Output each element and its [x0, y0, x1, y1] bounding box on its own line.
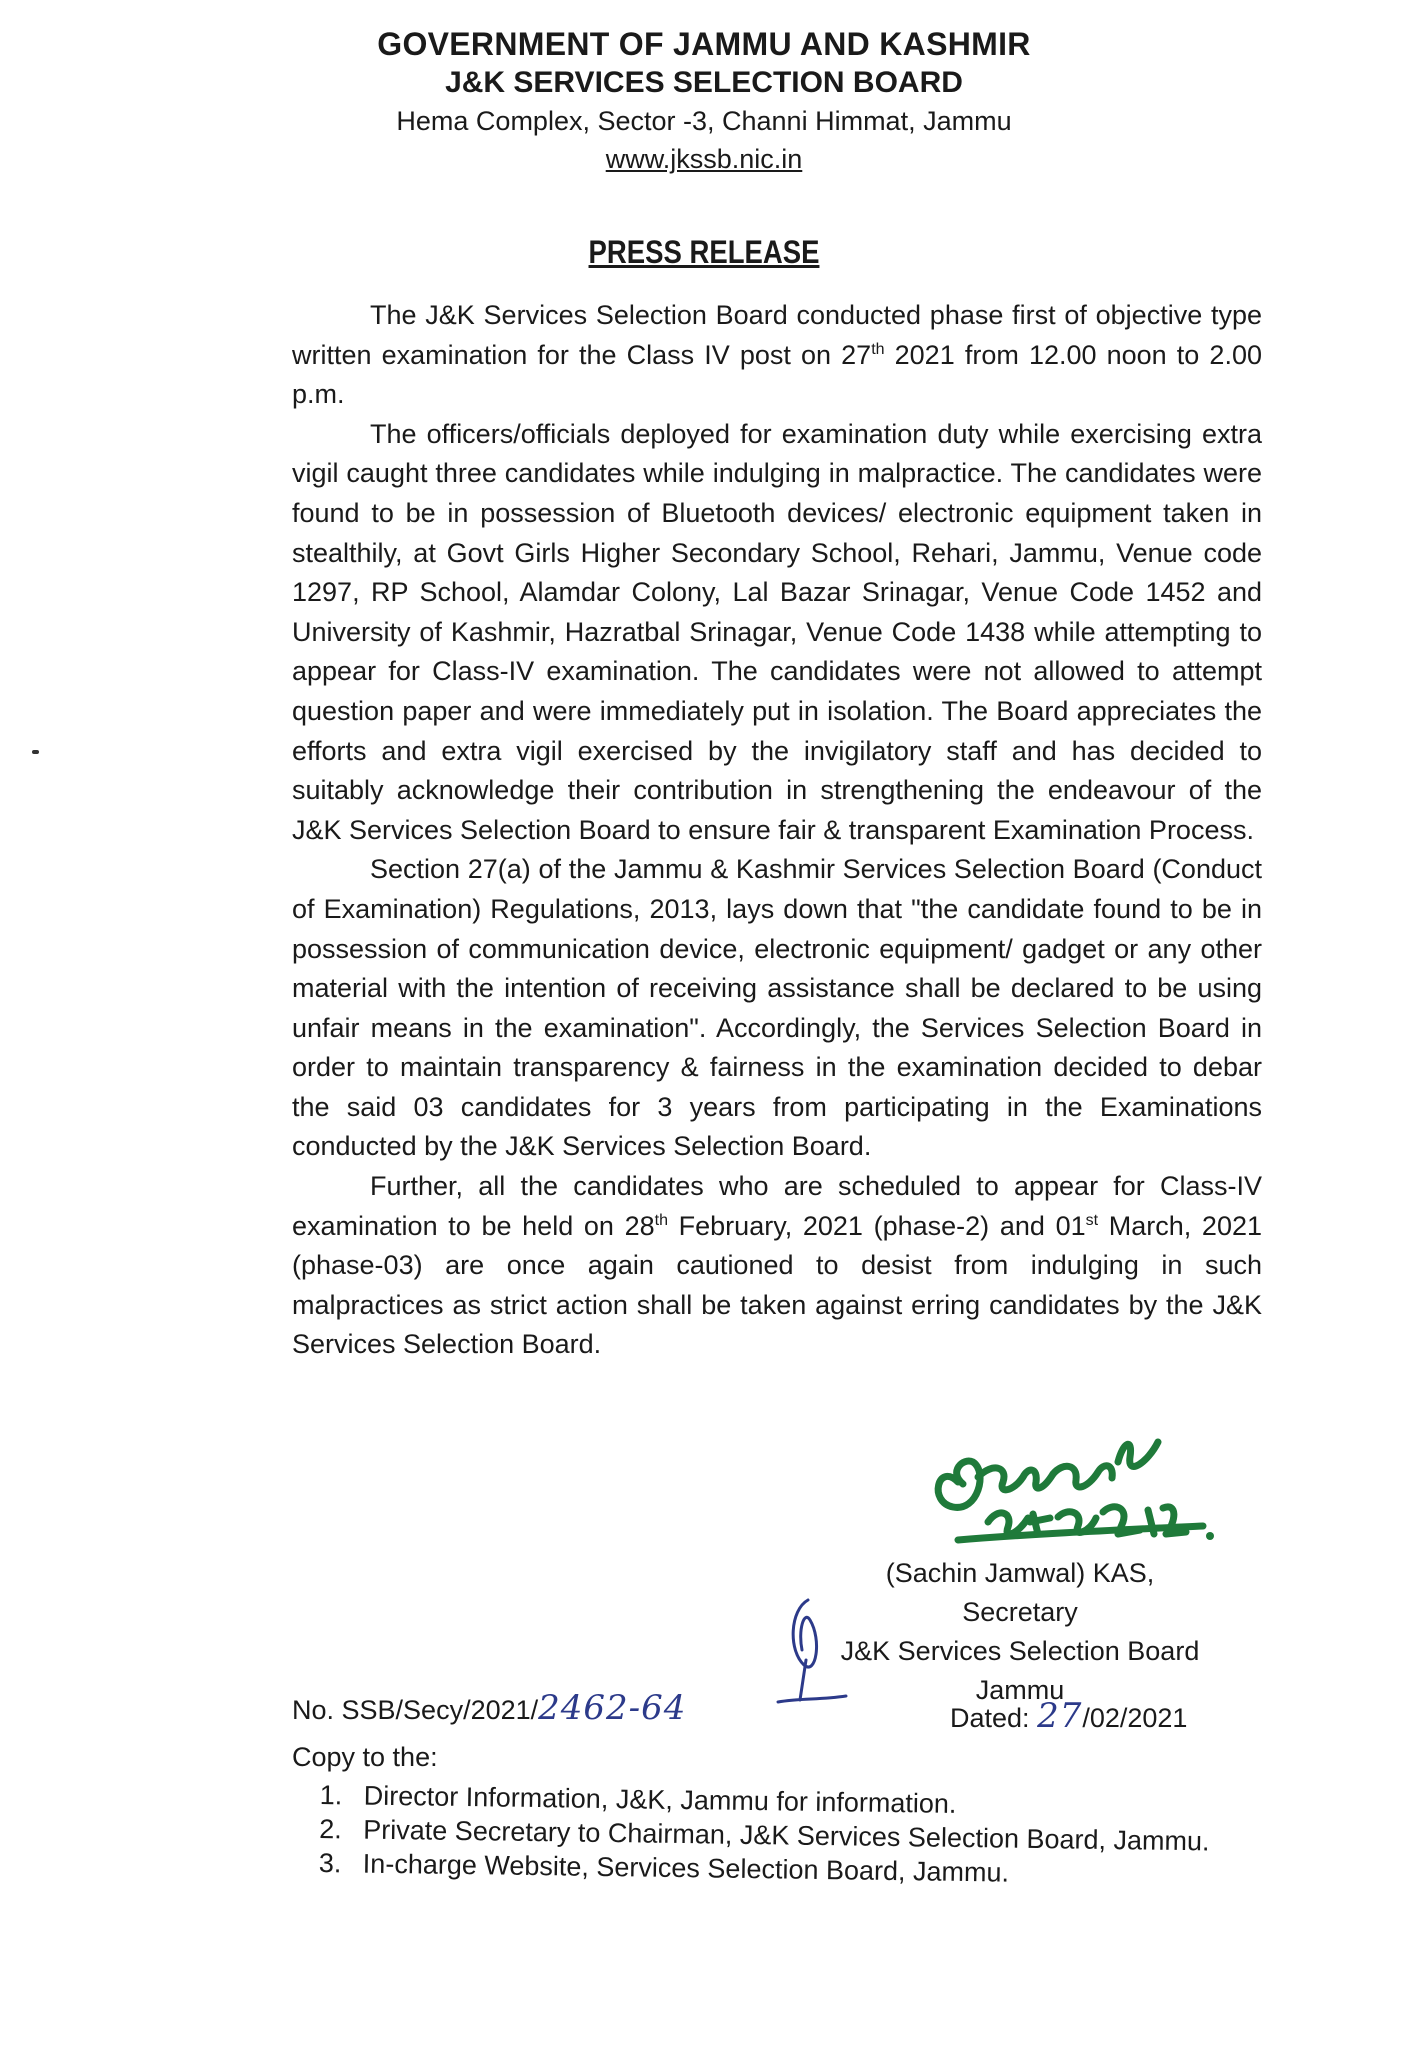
paragraph-4-text-c: March, 2021 (phase-03) are once again cautioned to desist from indulging in such malpractices as strict action shall be taken against erring candidates by the J&K Services Selection Board. — [292, 1210, 1262, 1360]
press-release-body — [292, 296, 1262, 1365]
signature-icon — [918, 1422, 1218, 1562]
list-item-number: 1. — [319, 1779, 343, 1811]
signatory-designation: Secretary — [962, 1597, 1078, 1627]
board-website-link[interactable]: www.jkssb.nic.in — [605, 144, 803, 174]
paragraph-2: The officers/officials deployed for examination duty while exercising extra vigil caught three candidates while indulging in malpractice. The candidates were found to be in possession of Bluetooth devices/ electronic equipment taken in stealthily, at Govt Girls Higher Secondary School, Rehari, Jammu, Venue code 1297, RP School, Alamdar Colony, Lal Bazar Srinagar, Venue Code 1452 and University of Kashmir, Hazratbal Srinagar, Venue Code 1438 while attempting to appear for Class-IV examination. The candidates were not allowed to attempt question paper and were immediately put in isolation. The Board appreciates the efforts and extra vigil exercised by the invigilatory staff and has decided to suitably acknowledge their contribution in strengthening the endeavour of the J&K Services Selection Board to ensure fair & transparent Examination Process. — [292, 418, 1262, 845]
scan-speck — [32, 750, 39, 754]
signatory-block — [800, 1554, 1240, 1710]
signatory-city: Jammu — [975, 1675, 1065, 1705]
signatory-office: J&K Services Selection Board — [840, 1636, 1200, 1666]
board-address: Hema Complex, Sector -3, Channi Himmat, Jammu — [396, 106, 1012, 136]
paragraph-3: Section 27(a) of the Jammu & Kashmir Services Selection Board (Conduct of Examination) Regulations, 2013, lays down that "the candidate found to be in possession of communication device, electronic equipment/ gadget or any other material with the intention of receiving assistance shall be declared to be using unfair means in the examination". Accordingly, the Services Selection Board in order to maintain transparency & fairness in the examination decided to debar the said 03 candidates for 3 years from participating in the Examinations conducted by the J&K Services Selection Board. — [292, 854, 1262, 1162]
list-item-text: In-charge Website, Services Selection Board, Jammu. — [362, 1848, 1010, 1888]
dated-line — [950, 1696, 1187, 1736]
copy-to-label: Copy to the: — [292, 1742, 438, 1772]
paragraph-4-sup-1: th — [654, 1211, 668, 1229]
reference-number — [292, 1688, 686, 1728]
paragraph-1-text-b: 2021 from 12.00 noon to 2.00 p.m. — [292, 339, 1262, 410]
list-item-number: 3. — [318, 1847, 342, 1879]
dated-day-handwritten: 27 — [1037, 1696, 1083, 1736]
reference-number-label: No. SSB/Secy/2021/ — [292, 1695, 539, 1725]
reference-number-handwritten: 2462-64 — [538, 1688, 687, 1728]
board-heading: J&K SERVICES SELECTION BOARD — [445, 66, 963, 99]
dated-rest: /02/2021 — [1082, 1703, 1188, 1733]
press-release-title: PRESS RELEASE — [588, 234, 820, 270]
paragraph-4 — [292, 1167, 1262, 1365]
copy-to-list — [319, 1778, 1211, 1892]
list-item-text: Director Information, J&K, Jammu for information. — [363, 1780, 957, 1819]
dated-label: Dated: — [950, 1703, 1038, 1733]
paragraph-1-text-a: The J&K Services Selection Board conducted phase first of objective type written examination for the Class IV post on 27 — [292, 300, 1262, 370]
paragraph-4-text-b: February, 2021 (phase-2) and 01 — [667, 1210, 1086, 1241]
list-item-number: 2. — [319, 1813, 343, 1845]
paragraph-4-text-a: Further, all the candidates who are scheduled to appear for Class-IV examination to be held on 28 — [292, 1171, 1262, 1241]
list-item-text: Private Secretary to Chairman, J&K Services Selection Board, Jammu. — [363, 1814, 1210, 1857]
signatory-name: (Sachin Jamwal) KAS, — [885, 1558, 1155, 1588]
government-heading: GOVERNMENT OF JAMMU AND KASHMIR — [377, 26, 1031, 62]
paragraph-4-sup-2: st — [1085, 1211, 1099, 1229]
paragraph-1-sup: th — [871, 340, 885, 358]
paragraph-1 — [292, 296, 1262, 415]
